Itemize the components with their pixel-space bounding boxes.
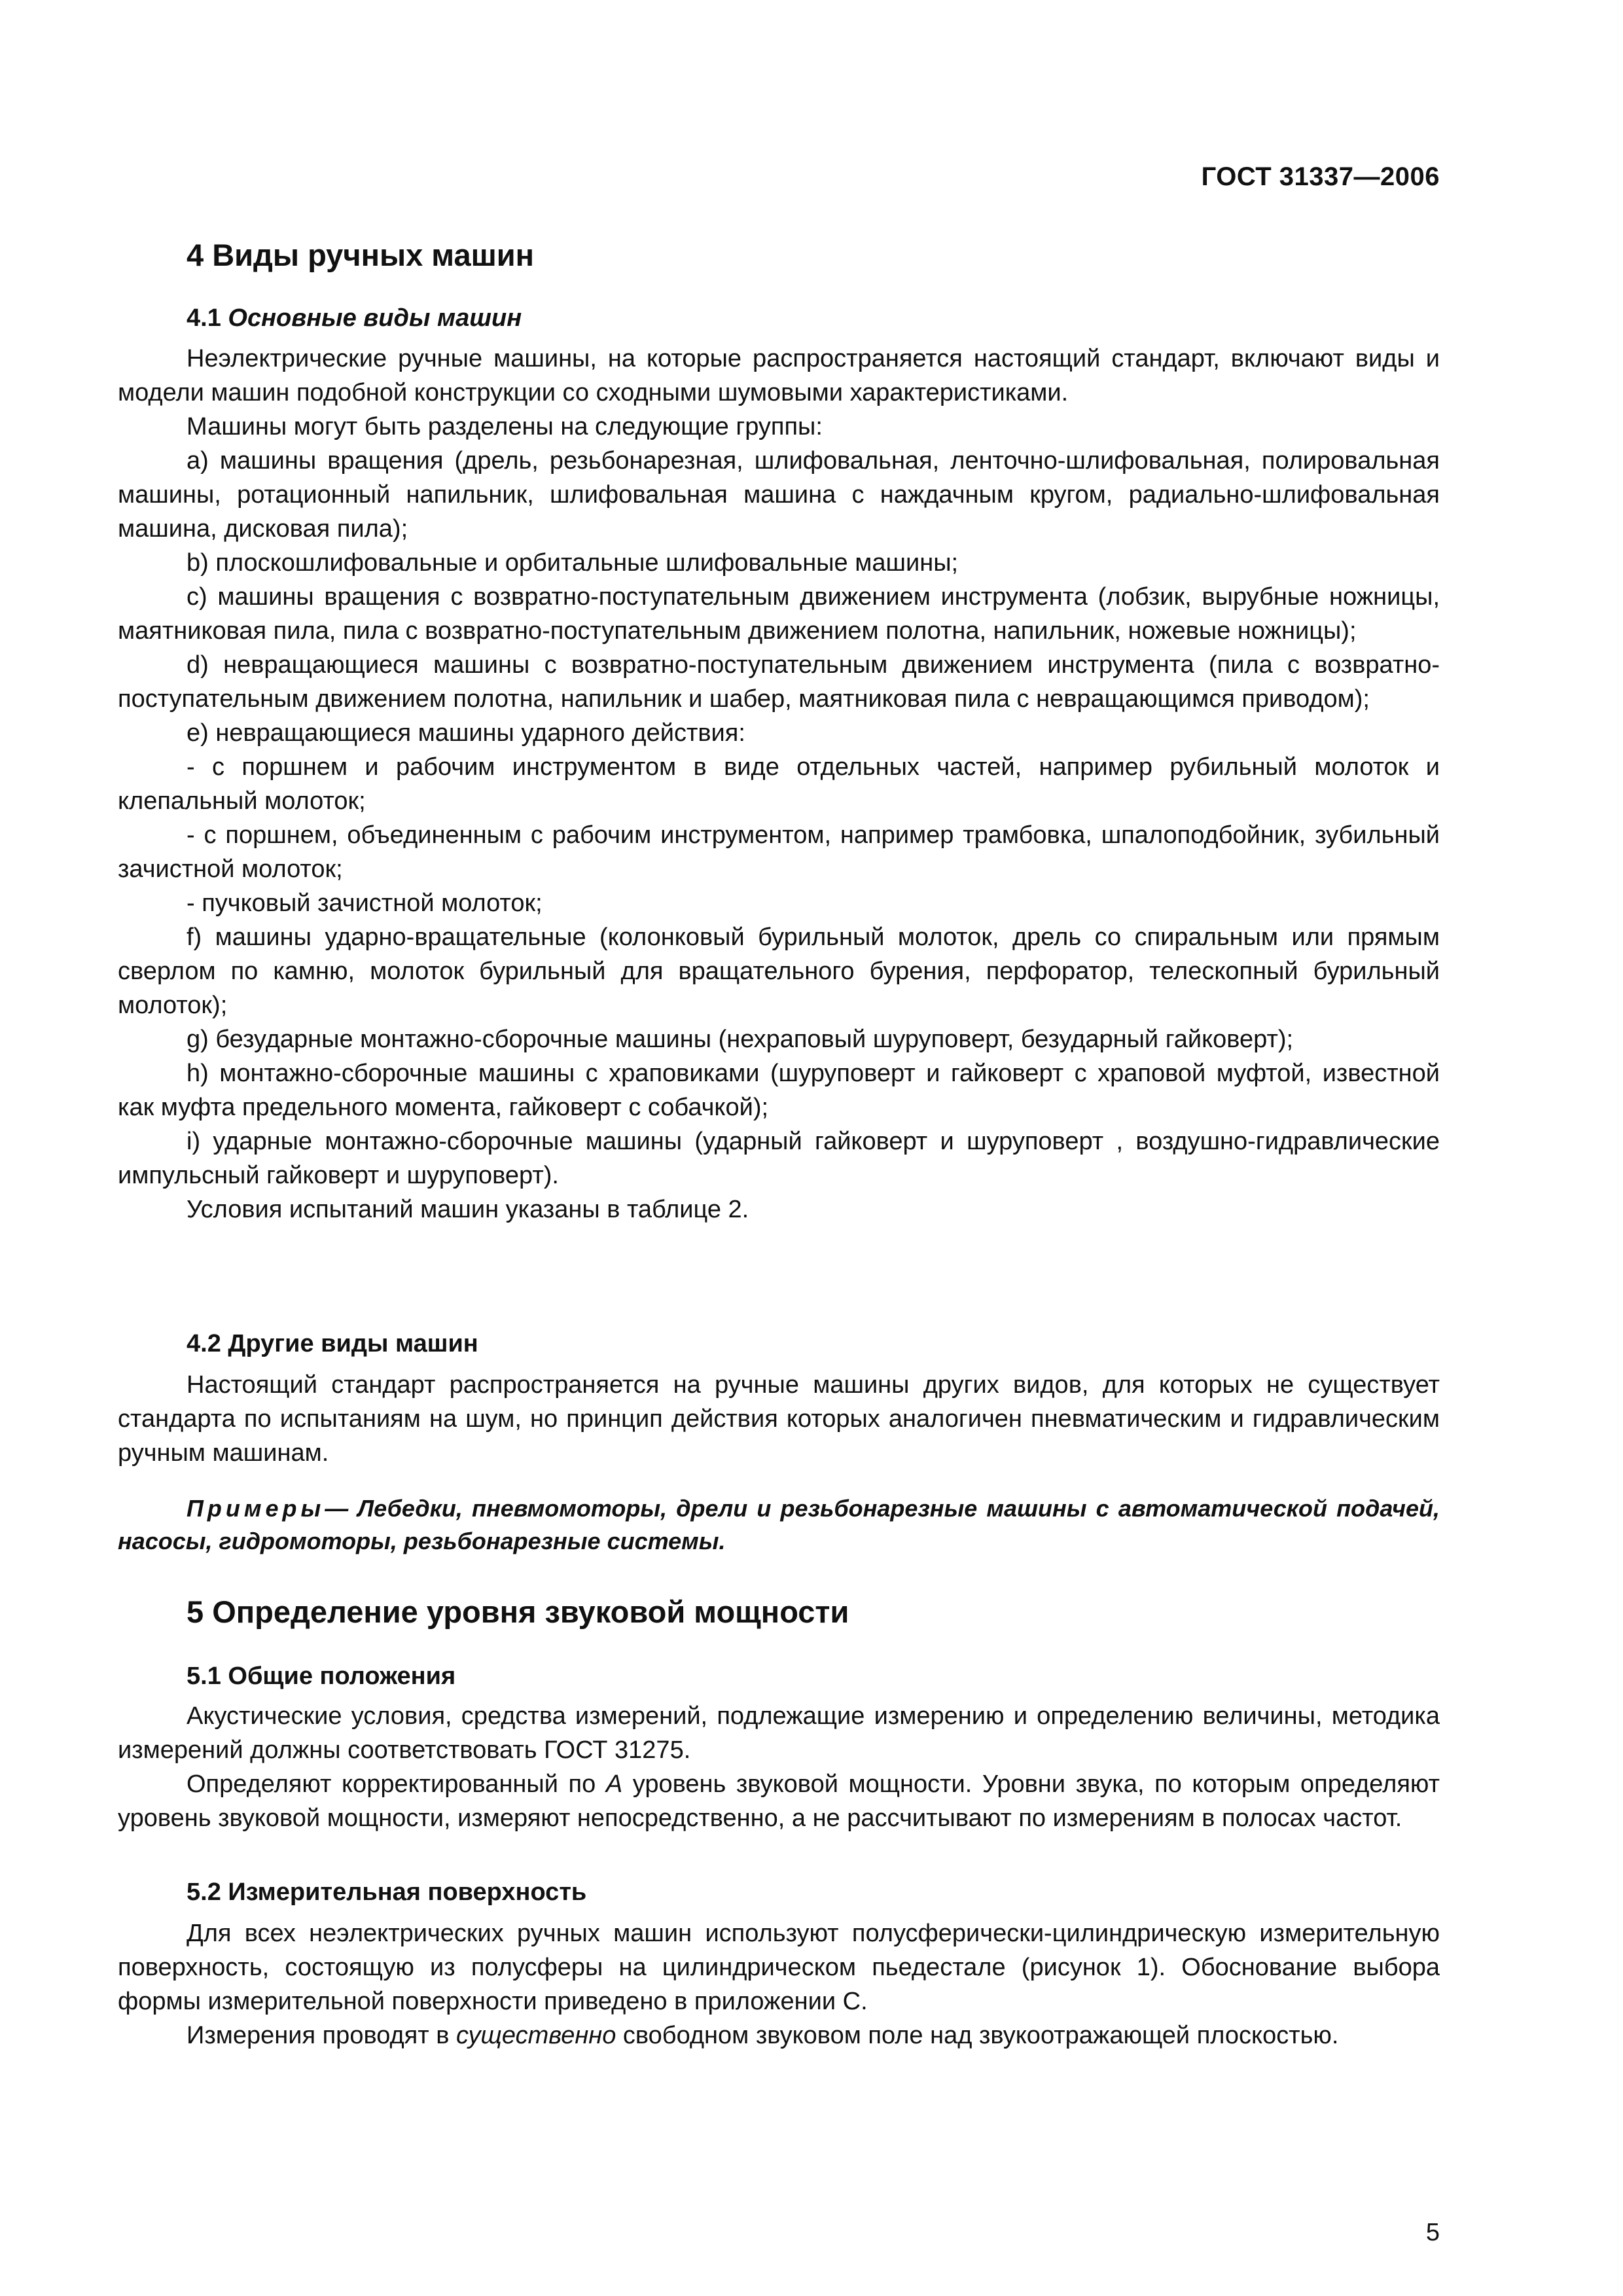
subsection-5-1-title: 5.1 Общие положения [187, 1662, 456, 1690]
example-label: Примеры [187, 1495, 325, 1522]
example-note [118, 1492, 1440, 1558]
paragraph: Для всех неэлектрических ручных машин используют полусферически-цилиндрическую измерительную поверхность, состоящую из полусферы на цилиндрическом пьедестале (рисунок 1). Обоснование выбора формы измерительной поверхности приведено в приложении С. [118, 1920, 1440, 2015]
list-subitem: - с поршнем и рабочим инструментом в виде отдельных частей, например рубильный молоток и клепальный молоток; [118, 753, 1440, 815]
text-run: Измерения проводят в [187, 2022, 456, 2049]
italic-text: существенно [455, 2022, 616, 2049]
section-4-2-body [118, 1368, 1440, 1470]
section-5-title: 5 Определение уровня звуковой мощности [187, 1594, 849, 1629]
text-run: уровень звуковой мощности. Уровни звука, по которым определяют уровень звуковой мощности, измеряют непосредственно, а не рассчитывают по измерениям в полосах частот. [118, 1770, 1440, 1832]
section-5-1-body [118, 1699, 1440, 1835]
list-item-g: g) безударные монтажно-сборочные машины (нехраповый шуруповерт, безударный гайковерт); [187, 1026, 1294, 1053]
section-5-2-body [118, 1916, 1440, 2053]
page-number: 5 [1425, 2219, 1440, 2246]
list-subitem: - с поршнем, объединенным с рабочим инструментом, например трамбовка, шпалоподбойник, зубильный зачистной молоток; [118, 821, 1440, 883]
paragraph: Неэлектрические ручные машины, на которые распространяется настоящий стандарт, включают виды и модели машин подобной конструкции со сходными шумовыми характеристиками. [118, 345, 1440, 406]
list-item-d: d) невращающиеся машины с возвратно-поступательным движением инструмента (пила с возвратно-поступательным движением полотна, напильник и шабер, маятниковая пила с невращающимся приводом); [118, 651, 1440, 713]
paragraph [118, 1767, 1440, 1835]
text-run: Определяют корректированный по [187, 1770, 606, 1798]
subsection-4-1-number: 4.1 [187, 304, 221, 332]
paragraph: Акустические условия, средства измерений, подлежащие измерению и определению величины, методика измерений должны соответствовать ГОСТ 31275. [118, 1702, 1440, 1764]
section-4-1-body [118, 342, 1440, 1227]
paragraph: Условия испытаний машин указаны в таблице 2. [187, 1196, 749, 1223]
example-text: — Лебедки, пневмомоторы, дрели и резьбонарезные машины с автоматической подачей, насосы, гидромоторы, резьбонарезные системы. [118, 1495, 1440, 1554]
list-item-i: i) ударные монтажно-сборочные машины (ударный гайковерт и шуруповерт , воздушно-гидравлические импульсный гайковерт и шуруповерт). [118, 1128, 1440, 1189]
list-item-h: h) монтажно-сборочные машины с храповиками (шуруповерт и гайковерт с храповой муфтой, известной как муфта предельного момента, гайковерт с собачкой); [118, 1060, 1440, 1121]
italic-text: А [605, 1770, 623, 1798]
paragraph [118, 2018, 1440, 2053]
list-item-a: a) машины вращения (дрель, резьбонарезная, шлифовальная, ленточно-шлифовальная, полировальная машины, ротационный напильник, шлифовальная машина с наждачным кругом, радиально-шлифовальная машина, дисковая пила); [118, 447, 1440, 543]
list-item-f: f) машины ударно-вращательные (колонковый бурильный молоток, дрель со спиральным или прямым сверлом по камню, молоток бурильный для вращательного бурения, перфоратор, телескопный бурильный молоток); [118, 924, 1440, 1019]
list-item-e: e) невращающиеся машины ударного действия: [187, 719, 745, 747]
subsection-5-2-title: 5.2 Измерительная поверхность [187, 1878, 587, 1906]
text-run: свободном звуковом поле над звукоотражающей плоскостью. [616, 2022, 1339, 2049]
list-item-b: b) плоскошлифовальные и орбитальные шлифовальные машины; [187, 549, 959, 577]
paragraph: Настоящий стандарт распространяется на ручные машины других видов, для которых не существует стандарта по испытаниям на шум, но принцип действия которых аналогичен пневматическим и гидравлическим ручным машинам. [118, 1371, 1440, 1467]
document-header: ГОСТ 31337—2006 [1201, 162, 1440, 191]
list-subitem: - пучковый зачистной молоток; [187, 889, 543, 917]
section-4-title: 4 Виды ручных машин [187, 238, 535, 272]
list-item-c: c) машины вращения с возвратно-поступательным движением инструмента (лобзик, вырубные ножницы, маятниковая пила, пила с возвратно-поступательным движением полотна, напильник, ножевые ножницы); [118, 583, 1440, 645]
subsection-4-1-label: Основные виды машин [228, 304, 522, 332]
subsection-4-1-title [187, 304, 522, 332]
paragraph: Машины могут быть разделены на следующие группы: [187, 413, 823, 440]
subsection-4-2-title: 4.2 Другие виды машин [187, 1330, 478, 1357]
document-page [118, 157, 1440, 2246]
